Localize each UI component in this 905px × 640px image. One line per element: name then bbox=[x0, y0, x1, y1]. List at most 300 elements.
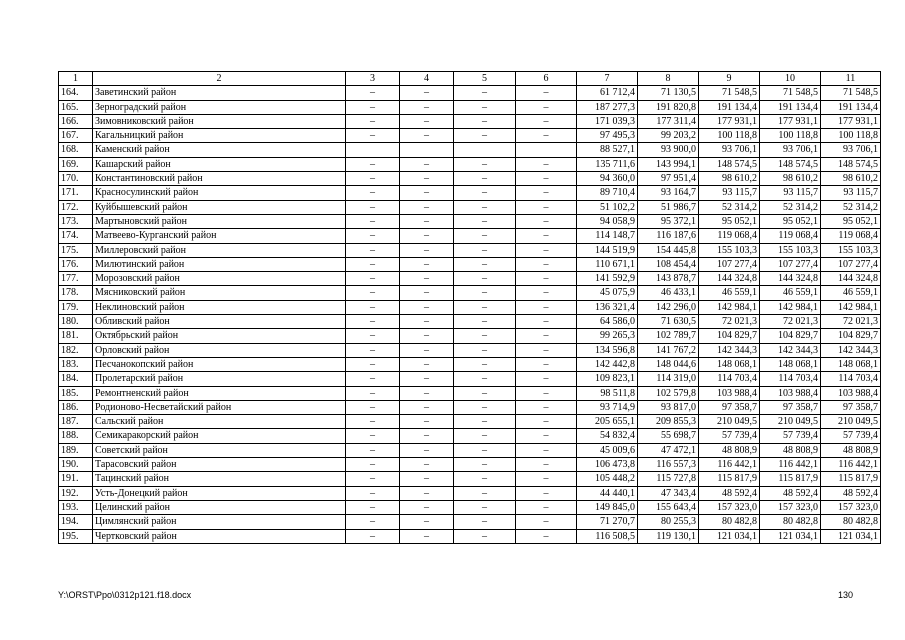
cell-col-5: – bbox=[454, 86, 516, 100]
cell-col-4: – bbox=[400, 200, 454, 214]
cell-col-5: – bbox=[454, 500, 516, 514]
value-col-10: 71 548,5 bbox=[760, 86, 821, 100]
value-col-9: 155 103,3 bbox=[699, 243, 760, 257]
cell-col-6: – bbox=[516, 186, 577, 200]
cell-col-4: – bbox=[400, 529, 454, 543]
cell-col-6: – bbox=[516, 272, 577, 286]
value-col-11: 177 931,1 bbox=[821, 114, 881, 128]
cell-col-3: – bbox=[346, 529, 400, 543]
cell-col-5: – bbox=[454, 357, 516, 371]
cell-col-4: – bbox=[400, 443, 454, 457]
value-col-11: 148 068,1 bbox=[821, 357, 881, 371]
table-row bbox=[59, 129, 881, 143]
value-col-8: 95 372,1 bbox=[638, 214, 699, 228]
cell-col-4: – bbox=[400, 486, 454, 500]
row-number: 185. bbox=[59, 386, 93, 400]
cell-col-4: – bbox=[400, 415, 454, 429]
table-row bbox=[59, 472, 881, 486]
cell-col-6: – bbox=[516, 157, 577, 171]
value-col-10: 121 034,1 bbox=[760, 529, 821, 543]
row-number: 179. bbox=[59, 300, 93, 314]
column-number-header-row bbox=[59, 72, 881, 86]
value-col-10: 148 068,1 bbox=[760, 357, 821, 371]
value-col-10: 97 358,7 bbox=[760, 400, 821, 414]
value-col-11: 97 358,7 bbox=[821, 400, 881, 414]
cell-col-5: – bbox=[454, 415, 516, 429]
value-col-7: 99 265,3 bbox=[577, 329, 638, 343]
cell-col-4: – bbox=[400, 114, 454, 128]
value-col-7: 106 473,8 bbox=[577, 458, 638, 472]
value-col-8: 108 454,4 bbox=[638, 257, 699, 271]
table-row bbox=[59, 157, 881, 171]
table-row bbox=[59, 486, 881, 500]
value-col-11: 103 988,4 bbox=[821, 386, 881, 400]
row-number: 170. bbox=[59, 172, 93, 186]
row-number: 188. bbox=[59, 429, 93, 443]
value-col-8: 191 820,8 bbox=[638, 100, 699, 114]
value-col-10: 95 052,1 bbox=[760, 214, 821, 228]
table-row bbox=[59, 243, 881, 257]
district-name: Константиновский район bbox=[93, 172, 346, 186]
table-row bbox=[59, 86, 881, 100]
value-col-8: 119 130,1 bbox=[638, 529, 699, 543]
district-name: Родионово-Несветайский район bbox=[93, 400, 346, 414]
row-number: 169. bbox=[59, 157, 93, 171]
cell-col-6: – bbox=[516, 429, 577, 443]
row-number: 184. bbox=[59, 372, 93, 386]
value-col-10: 100 118,8 bbox=[760, 129, 821, 143]
cell-col-3: – bbox=[346, 343, 400, 357]
row-number: 172. bbox=[59, 200, 93, 214]
value-col-10: 57 739,4 bbox=[760, 429, 821, 443]
cell-col-5: – bbox=[454, 214, 516, 228]
cell-col-4: – bbox=[400, 214, 454, 228]
cell-col-3: – bbox=[346, 257, 400, 271]
cell-col-3: – bbox=[346, 286, 400, 300]
value-col-8: 209 855,3 bbox=[638, 415, 699, 429]
cell-col-6: – bbox=[516, 300, 577, 314]
cell-col-4: – bbox=[400, 157, 454, 171]
cell-col-5: – bbox=[454, 486, 516, 500]
value-col-9: 93 706,1 bbox=[699, 143, 760, 157]
value-col-11: 100 118,8 bbox=[821, 129, 881, 143]
value-col-9: 95 052,1 bbox=[699, 214, 760, 228]
cell-col-3: – bbox=[346, 472, 400, 486]
cell-col-3: – bbox=[346, 486, 400, 500]
value-col-9: 177 931,1 bbox=[699, 114, 760, 128]
value-col-10: 144 324,8 bbox=[760, 272, 821, 286]
cell-col-3: – bbox=[346, 229, 400, 243]
cell-col-4 bbox=[400, 143, 454, 157]
value-col-11: 104 829,7 bbox=[821, 329, 881, 343]
value-col-11: 48 592,4 bbox=[821, 486, 881, 500]
cell-col-3: – bbox=[346, 200, 400, 214]
value-col-7: 109 823,1 bbox=[577, 372, 638, 386]
value-col-7: 187 277,3 bbox=[577, 100, 638, 114]
cell-col-5: – bbox=[454, 400, 516, 414]
table-row bbox=[59, 200, 881, 214]
row-number: 193. bbox=[59, 500, 93, 514]
value-col-11: 52 314,2 bbox=[821, 200, 881, 214]
cell-col-3: – bbox=[346, 386, 400, 400]
cell-col-4: – bbox=[400, 429, 454, 443]
value-col-9: 97 358,7 bbox=[699, 400, 760, 414]
value-col-11: 93 115,7 bbox=[821, 186, 881, 200]
district-name: Заветинский район bbox=[93, 86, 346, 100]
value-col-11: 115 817,9 bbox=[821, 472, 881, 486]
value-col-9: 80 482,8 bbox=[699, 515, 760, 529]
value-col-11: 116 442,1 bbox=[821, 458, 881, 472]
value-col-8: 114 319,0 bbox=[638, 372, 699, 386]
value-col-10: 52 314,2 bbox=[760, 200, 821, 214]
district-name: Матвеево-Курганский район bbox=[93, 229, 346, 243]
value-col-11: 107 277,4 bbox=[821, 257, 881, 271]
value-col-7: 110 671,1 bbox=[577, 257, 638, 271]
cell-col-3: – bbox=[346, 114, 400, 128]
column-header-11: 11 bbox=[821, 72, 881, 86]
cell-col-3: – bbox=[346, 129, 400, 143]
value-col-9: 103 988,4 bbox=[699, 386, 760, 400]
cell-col-3: – bbox=[346, 515, 400, 529]
cell-col-4: – bbox=[400, 357, 454, 371]
value-col-8: 93 817,0 bbox=[638, 400, 699, 414]
budget-table bbox=[58, 71, 881, 544]
table-row bbox=[59, 186, 881, 200]
row-number: 182. bbox=[59, 343, 93, 357]
cell-col-6: – bbox=[516, 315, 577, 329]
column-header-7: 7 bbox=[577, 72, 638, 86]
table-row bbox=[59, 515, 881, 529]
value-col-7: 88 527,1 bbox=[577, 143, 638, 157]
cell-col-3: – bbox=[346, 243, 400, 257]
value-col-7: 94 058,9 bbox=[577, 214, 638, 228]
cell-col-6: – bbox=[516, 386, 577, 400]
value-col-11: 80 482,8 bbox=[821, 515, 881, 529]
cell-col-6: – bbox=[516, 86, 577, 100]
cell-col-6: – bbox=[516, 343, 577, 357]
cell-col-3: – bbox=[346, 429, 400, 443]
cell-col-6: – bbox=[516, 400, 577, 414]
value-col-9: 148 574,5 bbox=[699, 157, 760, 171]
cell-col-5: – bbox=[454, 186, 516, 200]
cell-col-4: – bbox=[400, 458, 454, 472]
row-number: 167. bbox=[59, 129, 93, 143]
value-col-11: 71 548,5 bbox=[821, 86, 881, 100]
row-number: 178. bbox=[59, 286, 93, 300]
district-name: Красносулинский район bbox=[93, 186, 346, 200]
cell-col-4: – bbox=[400, 243, 454, 257]
value-col-8: 93 164,7 bbox=[638, 186, 699, 200]
cell-col-5: – bbox=[454, 372, 516, 386]
value-col-11: 142 344,3 bbox=[821, 343, 881, 357]
page-number: 130 bbox=[838, 590, 854, 600]
cell-col-6: – bbox=[516, 458, 577, 472]
district-name: Милютинский район bbox=[93, 257, 346, 271]
value-col-7: 45 075,9 bbox=[577, 286, 638, 300]
value-col-8: 116 187,6 bbox=[638, 229, 699, 243]
value-col-8: 115 727,8 bbox=[638, 472, 699, 486]
cell-col-3: – bbox=[346, 157, 400, 171]
value-col-10: 103 988,4 bbox=[760, 386, 821, 400]
value-col-7: 44 440,1 bbox=[577, 486, 638, 500]
value-col-10: 93 115,7 bbox=[760, 186, 821, 200]
cell-col-3: – bbox=[346, 415, 400, 429]
district-name: Неклиновский район bbox=[93, 300, 346, 314]
value-col-11: 155 103,3 bbox=[821, 243, 881, 257]
cell-col-6: – bbox=[516, 500, 577, 514]
table-row bbox=[59, 229, 881, 243]
cell-col-5: – bbox=[454, 315, 516, 329]
value-col-10: 93 706,1 bbox=[760, 143, 821, 157]
cell-col-6: – bbox=[516, 486, 577, 500]
value-col-8: 55 698,7 bbox=[638, 429, 699, 443]
cell-col-6: – bbox=[516, 100, 577, 114]
cell-col-4: – bbox=[400, 286, 454, 300]
value-col-7: 171 039,3 bbox=[577, 114, 638, 128]
table-row bbox=[59, 172, 881, 186]
value-col-11: 121 034,1 bbox=[821, 529, 881, 543]
value-col-7: 93 714,9 bbox=[577, 400, 638, 414]
column-header-10: 10 bbox=[760, 72, 821, 86]
cell-col-5: – bbox=[454, 100, 516, 114]
district-name: Мясниковский район bbox=[93, 286, 346, 300]
row-number: 183. bbox=[59, 357, 93, 371]
cell-col-3: – bbox=[346, 214, 400, 228]
value-col-8: 80 255,3 bbox=[638, 515, 699, 529]
value-col-7: 54 832,4 bbox=[577, 429, 638, 443]
value-col-11: 114 703,4 bbox=[821, 372, 881, 386]
value-col-11: 119 068,4 bbox=[821, 229, 881, 243]
table-row bbox=[59, 500, 881, 514]
value-col-8: 46 433,1 bbox=[638, 286, 699, 300]
value-col-9: 148 068,1 bbox=[699, 357, 760, 371]
cell-col-4: – bbox=[400, 343, 454, 357]
table-row bbox=[59, 257, 881, 271]
value-col-11: 46 559,1 bbox=[821, 286, 881, 300]
value-col-9: 52 314,2 bbox=[699, 200, 760, 214]
value-col-9: 142 344,3 bbox=[699, 343, 760, 357]
value-col-10: 80 482,8 bbox=[760, 515, 821, 529]
row-number: 192. bbox=[59, 486, 93, 500]
cell-col-6: – bbox=[516, 172, 577, 186]
district-name: Целинский район bbox=[93, 500, 346, 514]
row-number: 195. bbox=[59, 529, 93, 543]
row-number: 191. bbox=[59, 472, 93, 486]
cell-col-4: – bbox=[400, 329, 454, 343]
column-header-9: 9 bbox=[699, 72, 760, 86]
value-col-10: 115 817,9 bbox=[760, 472, 821, 486]
column-header-4: 4 bbox=[400, 72, 454, 86]
cell-col-3: – bbox=[346, 400, 400, 414]
cell-col-6: – bbox=[516, 515, 577, 529]
row-number: 173. bbox=[59, 214, 93, 228]
cell-col-6: – bbox=[516, 200, 577, 214]
cell-col-3: – bbox=[346, 458, 400, 472]
value-col-11: 98 610,2 bbox=[821, 172, 881, 186]
table-row bbox=[59, 443, 881, 457]
cell-col-5: – bbox=[454, 114, 516, 128]
value-col-8: 142 296,0 bbox=[638, 300, 699, 314]
district-name: Октябрьский район bbox=[93, 329, 346, 343]
value-col-7: 144 519,9 bbox=[577, 243, 638, 257]
row-number: 164. bbox=[59, 86, 93, 100]
value-col-10: 104 829,7 bbox=[760, 329, 821, 343]
district-name: Морозовский район bbox=[93, 272, 346, 286]
cell-col-5: – bbox=[454, 157, 516, 171]
value-col-7: 116 508,5 bbox=[577, 529, 638, 543]
value-col-10: 191 134,4 bbox=[760, 100, 821, 114]
cell-col-4: – bbox=[400, 100, 454, 114]
value-col-11: 191 134,4 bbox=[821, 100, 881, 114]
cell-col-5: – bbox=[454, 257, 516, 271]
value-col-10: 46 559,1 bbox=[760, 286, 821, 300]
cell-col-5: – bbox=[454, 429, 516, 443]
table-row bbox=[59, 315, 881, 329]
district-name: Орловский район bbox=[93, 343, 346, 357]
district-name: Миллеровский район bbox=[93, 243, 346, 257]
value-col-7: 136 321,4 bbox=[577, 300, 638, 314]
row-number: 171. bbox=[59, 186, 93, 200]
row-number: 190. bbox=[59, 458, 93, 472]
table-row bbox=[59, 214, 881, 228]
value-col-8: 99 203,2 bbox=[638, 129, 699, 143]
cell-col-6: – bbox=[516, 243, 577, 257]
table-body bbox=[59, 72, 881, 544]
value-col-7: 141 592,9 bbox=[577, 272, 638, 286]
value-col-10: 210 049,5 bbox=[760, 415, 821, 429]
value-col-10: 107 277,4 bbox=[760, 257, 821, 271]
table-row bbox=[59, 458, 881, 472]
value-col-10: 48 808,9 bbox=[760, 443, 821, 457]
value-col-9: 114 703,4 bbox=[699, 372, 760, 386]
cell-col-3: – bbox=[346, 100, 400, 114]
value-col-9: 119 068,4 bbox=[699, 229, 760, 243]
row-number: 166. bbox=[59, 114, 93, 128]
row-number: 189. bbox=[59, 443, 93, 457]
value-col-11: 210 049,5 bbox=[821, 415, 881, 429]
cell-col-6: – bbox=[516, 257, 577, 271]
district-name: Обливский район bbox=[93, 315, 346, 329]
value-col-9: 100 118,8 bbox=[699, 129, 760, 143]
cell-col-4: – bbox=[400, 257, 454, 271]
value-col-8: 71 130,5 bbox=[638, 86, 699, 100]
district-name: Зимовниковский район bbox=[93, 114, 346, 128]
value-col-9: 46 559,1 bbox=[699, 286, 760, 300]
district-name: Тарасовский район bbox=[93, 458, 346, 472]
cell-col-6 bbox=[516, 143, 577, 157]
file-path: Y:\ORST\Ppo\0312p121.f18.docx bbox=[58, 590, 192, 600]
value-col-10: 114 703,4 bbox=[760, 372, 821, 386]
value-col-10: 157 323,0 bbox=[760, 500, 821, 514]
value-col-7: 205 655,1 bbox=[577, 415, 638, 429]
cell-col-5: – bbox=[454, 472, 516, 486]
cell-col-5: – bbox=[454, 172, 516, 186]
value-col-11: 93 706,1 bbox=[821, 143, 881, 157]
value-col-7: 45 009,6 bbox=[577, 443, 638, 457]
row-number: 177. bbox=[59, 272, 93, 286]
table-row bbox=[59, 143, 881, 157]
column-header-3: 3 bbox=[346, 72, 400, 86]
value-col-10: 148 574,5 bbox=[760, 157, 821, 171]
value-col-7: 94 360,0 bbox=[577, 172, 638, 186]
value-col-8: 141 767,2 bbox=[638, 343, 699, 357]
value-col-9: 191 134,4 bbox=[699, 100, 760, 114]
value-col-8: 143 994,1 bbox=[638, 157, 699, 171]
district-name: Усть-Донецкий район bbox=[93, 486, 346, 500]
value-col-11: 95 052,1 bbox=[821, 214, 881, 228]
value-col-9: 98 610,2 bbox=[699, 172, 760, 186]
row-number: 187. bbox=[59, 415, 93, 429]
district-name: Советский район bbox=[93, 443, 346, 457]
value-col-10: 116 442,1 bbox=[760, 458, 821, 472]
value-col-9: 48 808,9 bbox=[699, 443, 760, 457]
value-col-10: 142 344,3 bbox=[760, 343, 821, 357]
value-col-8: 116 557,3 bbox=[638, 458, 699, 472]
table-row bbox=[59, 114, 881, 128]
cell-col-6: – bbox=[516, 529, 577, 543]
value-col-7: 51 102,2 bbox=[577, 200, 638, 214]
district-name: Сальский район bbox=[93, 415, 346, 429]
cell-col-4: – bbox=[400, 372, 454, 386]
cell-col-4: – bbox=[400, 400, 454, 414]
value-col-11: 57 739,4 bbox=[821, 429, 881, 443]
value-col-8: 148 044,6 bbox=[638, 357, 699, 371]
value-col-8: 47 343,4 bbox=[638, 486, 699, 500]
table-row bbox=[59, 343, 881, 357]
value-col-7: 135 711,6 bbox=[577, 157, 638, 171]
value-col-7: 114 148,7 bbox=[577, 229, 638, 243]
cell-col-4: – bbox=[400, 229, 454, 243]
cell-col-5: – bbox=[454, 458, 516, 472]
cell-col-6: – bbox=[516, 415, 577, 429]
value-col-8: 143 878,7 bbox=[638, 272, 699, 286]
value-col-8: 93 900,0 bbox=[638, 143, 699, 157]
row-number: 181. bbox=[59, 329, 93, 343]
cell-col-3: – bbox=[346, 357, 400, 371]
cell-col-6: – bbox=[516, 443, 577, 457]
cell-col-3: – bbox=[346, 186, 400, 200]
district-name: Ремонтненский район bbox=[93, 386, 346, 400]
table-row bbox=[59, 286, 881, 300]
table-row bbox=[59, 529, 881, 543]
value-col-10: 177 931,1 bbox=[760, 114, 821, 128]
district-name: Тацинский район bbox=[93, 472, 346, 486]
table-row bbox=[59, 272, 881, 286]
value-col-11: 144 324,8 bbox=[821, 272, 881, 286]
district-name: Кагальницкий район bbox=[93, 129, 346, 143]
cell-col-6: – bbox=[516, 372, 577, 386]
cell-col-5: – bbox=[454, 272, 516, 286]
cell-col-4: – bbox=[400, 386, 454, 400]
cell-col-6: – bbox=[516, 129, 577, 143]
value-col-11: 157 323,0 bbox=[821, 500, 881, 514]
value-col-9: 48 592,4 bbox=[699, 486, 760, 500]
value-col-9: 71 548,5 bbox=[699, 86, 760, 100]
value-col-9: 116 442,1 bbox=[699, 458, 760, 472]
value-col-9: 93 115,7 bbox=[699, 186, 760, 200]
cell-col-3: – bbox=[346, 372, 400, 386]
cell-col-4: – bbox=[400, 315, 454, 329]
row-number: 176. bbox=[59, 257, 93, 271]
value-col-8: 47 472,1 bbox=[638, 443, 699, 457]
row-number: 180. bbox=[59, 315, 93, 329]
value-col-8: 155 643,4 bbox=[638, 500, 699, 514]
cell-col-4: – bbox=[400, 172, 454, 186]
column-header-8: 8 bbox=[638, 72, 699, 86]
value-col-9: 115 817,9 bbox=[699, 472, 760, 486]
row-number: 168. bbox=[59, 143, 93, 157]
table-row bbox=[59, 429, 881, 443]
